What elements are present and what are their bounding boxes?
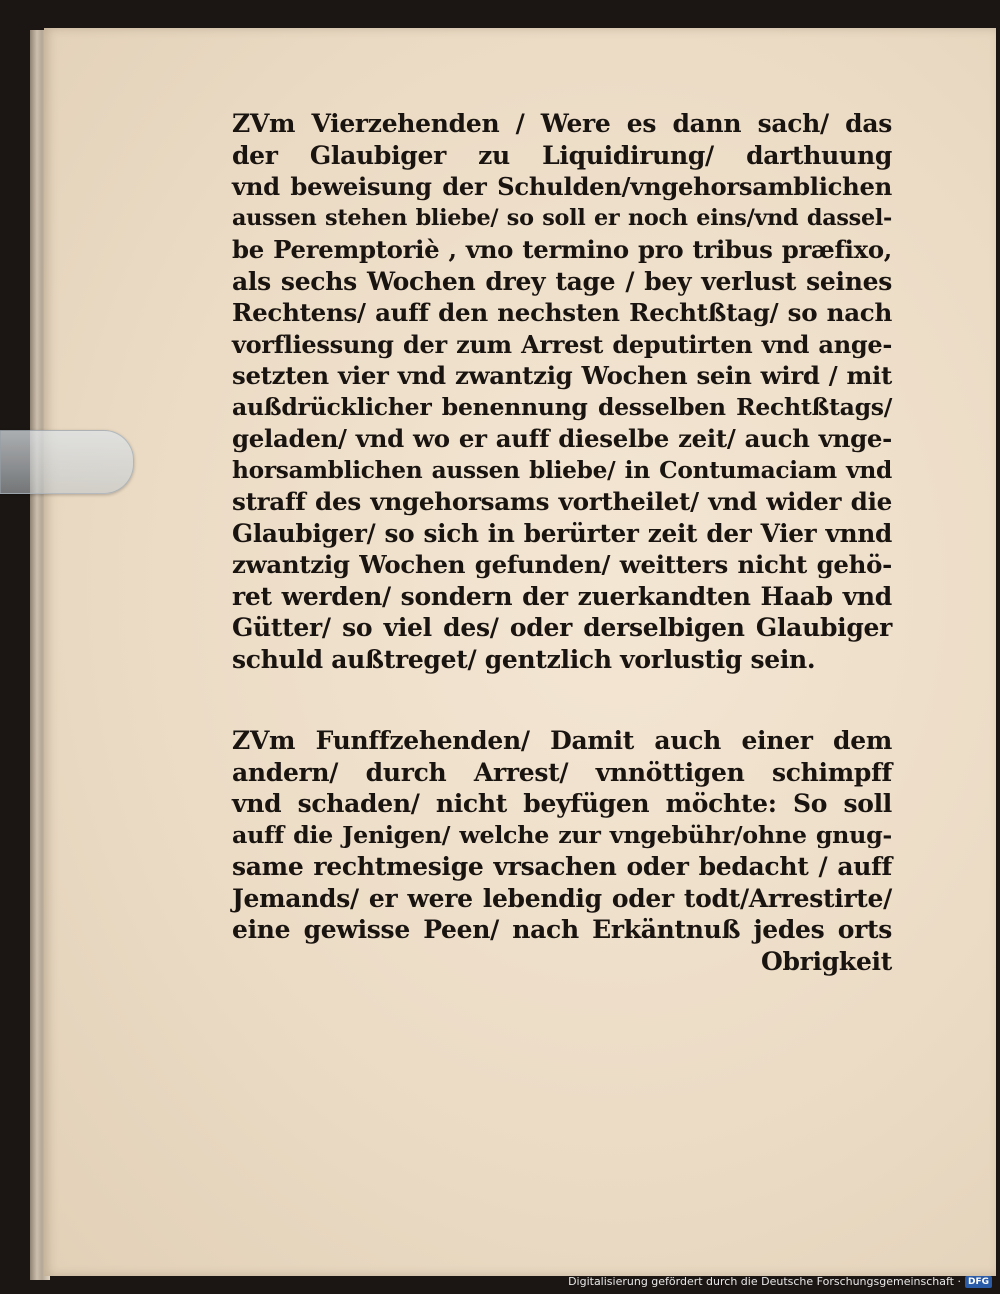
catchword: Obrigkeit [761,946,892,976]
dfg-logo: DFG [965,1276,992,1288]
text-line: Gütter/ so viel des/ oder derselbigen Glaubiger [232,613,892,642]
text-line: same rechtmesige vrsachen oder bedacht / auff [232,852,892,881]
text-block [232,108,892,977]
paragraph-vierzehenden [232,108,892,675]
text-line: Glaubiger/ so sich in berürter zeit der Vier vnnd [232,518,892,548]
text-line: ZVm Funffzehenden/ Damit auch einer dem [232,726,892,755]
text-line: als sechs Wochen drey tage / bey verlust seines [232,266,892,296]
text-line: andern/ durch Arrest/ vnnöttigen schimpff [232,757,892,787]
footer-credit [568,1275,992,1288]
text-line: der Glaubiger zu Liquidirung/ darthuung [232,140,892,170]
text-line: straff des vngehorsams vortheilet/ vnd wider die [232,487,892,516]
text-line: zwantzig Wochen gefunden/ weitters nicht gehö- [232,550,892,579]
text-line: eine gewisse Peen/ nach Erkäntnuß jedes orts [232,915,892,944]
text-line: be Peremptoriè , vno termino pro tribus præfixo, [232,235,892,264]
text-line: aussen stehen bliebe/ so soll er noch eins/vnd dassel- [232,204,892,231]
text-line: außdrücklicher benennung desselben Rechtßtags/ [232,392,892,421]
text-line: auff die Jenigen/ welche zur vngebühr/ohne gnug- [232,820,892,849]
text-line: Jemands/ er were lebendig oder todt/Arrestirte/ [232,883,892,913]
footer-text: Digitalisierung gefördert durch die Deutsche Forschungsgemeinschaft · [568,1275,961,1288]
paragraph-funffzehenden [232,725,892,977]
text-line: vorfliessung der zum Arrest deputirten vnd ange- [232,329,892,359]
text-line: ZVm Vierzehenden / Were es dann sach/ das [232,109,892,138]
text-line: geladen/ vnd wo er auff dieselbe zeit/ auch vnge- [232,424,892,453]
text-line: schuld außtreget/ gentzlich vorlustig sein. [232,644,816,674]
text-line: vnd beweisung der Schulden/vngehorsamblichen [232,172,892,201]
bookmark-tab [0,430,134,494]
text-line: vnd schaden/ nicht beyfügen möchte: So soll [232,789,892,818]
text-line: ret werden/ sondern der zuerkandten Haab vnd [232,581,892,611]
text-line: horsamblichen aussen bliebe/ in Contumaciam vnd [232,456,892,484]
text-line: Rechtens/ auff den nechsten Rechtßtag/ so nach [232,298,892,327]
text-line: setzten vier vnd zwantzig Wochen sein wird / mit [232,361,892,390]
